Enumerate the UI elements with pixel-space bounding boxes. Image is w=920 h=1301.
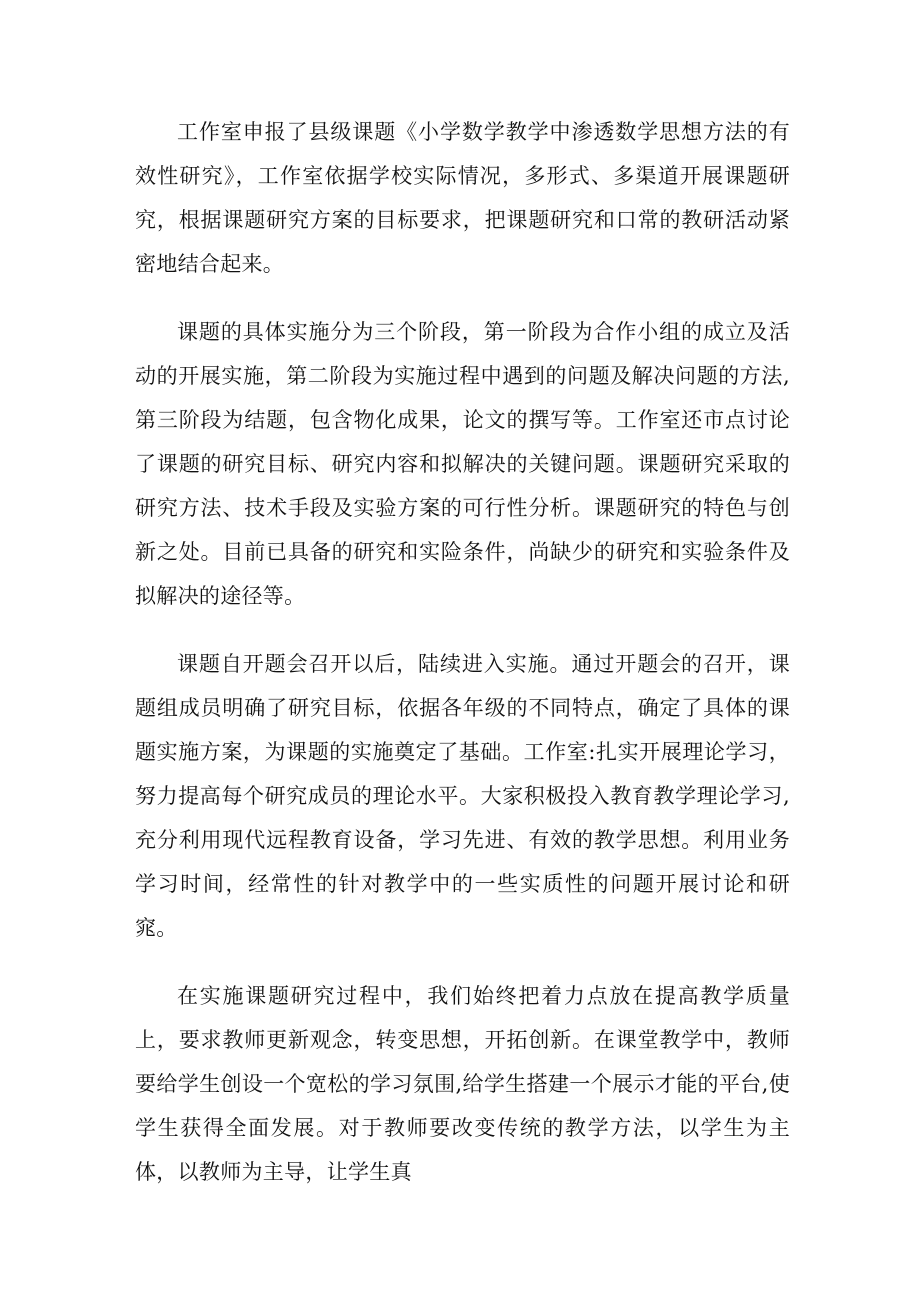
- paragraph-1: 工作室申报了县级课题《小学数学教学中渗透数学思想方法的有效性研究》，工作室依据学校实际情况，多形式、多渠道开展课题研究，根据课题研究方案的目标要求，把课题研究和口常的教研活动紧密地结合起来。: [135, 120, 790, 276]
- paragraph-3: 课题自开题会召开以后，陆续进入实施。通过开题会的召开，课题组成员明确了研究目标，依据各年级的不同特点，确定了具体的课题实施方案，为课题的实施奠定了基础。工作室:扎实开展理论学习，努力提高每个研究成员的理论水平。大家积极投入教育教学理论学习,充分利用现代远程教育设备，学习先进、有效的教学思想。利用业务学习时间，经常性的针对教学中的一些实质性的问题开展讨论和研窕。: [135, 652, 790, 940]
- paragraph-4: 在实施课题研究过程中，我们始终把着力点放在提高教学质量上，要求教师更新观念，转变思想，开拓创新。在课堂教学中，教师要给学生创设一个宽松的学习氛围,给学生搭建一个展示才能的平台,使学生获得全面发展。对于教师要改变传统的教学方法，以学生为主体，以教师为主导，让学生真: [135, 984, 790, 1184]
- paragraph-2: 课题的具体实施分为三个阶段，第一阶段为合作小组的成立及活动的开展实施，第二阶段为实施过程中遇到的问题及解决问题的方法,第三阶段为结题，包含物化成果，论文的撰写等。工作室还市点讨论了课题的研究目标、研究内容和拟解决的关键问题。课题研究采取的研究方法、技术手段及实验方案的可行性分析。课题研究的特色与创新之处。目前已具备的研究和实险条件，尚缺少的研究和实验条件及拟解决的途径等。: [135, 320, 790, 608]
